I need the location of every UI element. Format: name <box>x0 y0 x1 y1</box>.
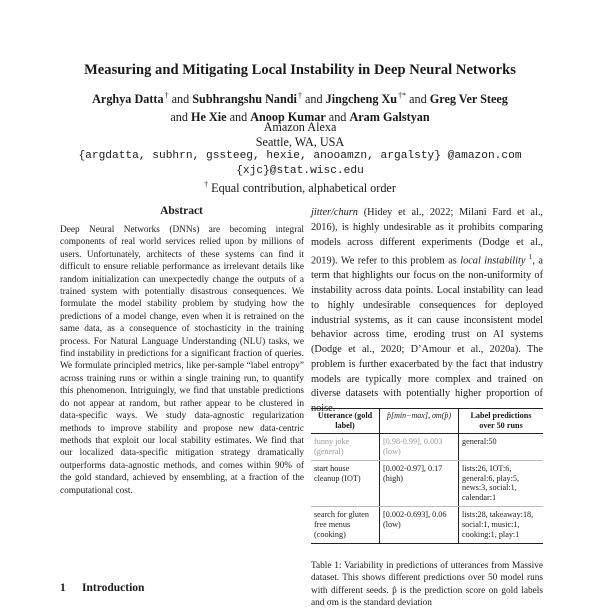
author-name: Greg Ver Steeg <box>429 92 508 106</box>
section-heading <box>60 582 144 594</box>
author-name: Aram Galstyan <box>349 109 430 124</box>
footnote-text: Equal contribution, alphabetical order <box>211 181 396 195</box>
intro-paragraph <box>311 206 543 417</box>
abstract-heading: Abstract <box>160 205 203 217</box>
intro-text-2: , a term that highlights our focus on the non-uniformity of instability across data points. Local instability can lead to highly undesirable consequences for deployed industrial systems, as it can cause inconsistent model behavior across time, eroding trust on AI systems (Dodge et al., 2020; D’Amour et al., 2020a). The problem is further exacerbated by the fact that industry models are typically more complex and trained on diverse datasets with potentially higher proportion of noise. <box>311 255 543 415</box>
header-prediction-score: p̂[min−max], σm(p̂) <box>380 409 459 434</box>
author-email-secondary: {xjc}@stat.wisc.edu <box>236 164 364 177</box>
author-separator: and <box>301 92 326 106</box>
abstract-text: Deep Neural Networks (DNNs) are becoming integral components of real world services relied upon by millions of users. Unfortunately, architects of these systems can find it difficult to ensure reliable performance as irrelevant details like random initialization can unexpectedly change the outputs of a trained system with potentially disastrous consequences. We formulate the model stability problem by studying how the predictions of a model change, even when it is retrained on the same data, as a consequence of stochasticity in the training process. For Natural Language Understanding (NLU) tasks, we find instability in predictions for a significant fraction of queries. We formulate principled metrics, like per-sample “label entropy” across training runs or within a single training run, to quantify this phenomenon. Intriguingly, we find that unstable predictions do not appear at random, but rather appear to be clustered in data-specific ways. We study data-agnostic regularization methods to improve stability and propose new data-centric methods that exploit our local stability estimates. We find that our localized data-specific mitigation strategy dramatically outperforms data-agnostic methods, and comes within 90% of the gold standard, achieved by ensembling, at a fraction of the computational cost. <box>60 225 304 496</box>
author-name: Jingcheng Xu <box>325 92 398 106</box>
table-cell-utterance: start house cleanup (IOT) <box>311 460 380 507</box>
table-cell-labels: general:50 <box>459 433 544 460</box>
affiliation-block <box>0 120 600 196</box>
table-header-row <box>311 409 543 434</box>
author-separator: and <box>406 92 430 106</box>
author-separator: and <box>226 109 251 124</box>
author-mark: † <box>297 91 302 100</box>
section-title: Introduction <box>82 582 145 594</box>
author-name: Arghya Datta <box>92 92 164 106</box>
footnote-mark: † <box>204 180 209 189</box>
equal-contribution-note <box>0 178 600 196</box>
affiliation-org: Amazon Alexa <box>263 120 337 134</box>
table-caption: Table 1: Variability in predictions of utterances from Massive dataset. This shows different predictions over 50 model runs with different seeds. p̂ is the prediction score on gold labels and σm is the standard deviation <box>311 561 543 609</box>
author-name: Anoop Kumar <box>250 109 326 124</box>
intro-term-jitter: jitter/churn <box>311 207 358 218</box>
header-utterance: Utterance (gold label) <box>311 409 380 434</box>
intro-term-local-instability: local instability <box>460 255 526 267</box>
author-separator: and <box>168 92 193 106</box>
author-mark: † <box>164 91 169 100</box>
author-name: Subhrangshu Nandi <box>192 92 297 106</box>
author-line-1 <box>0 87 600 109</box>
author-separator: and <box>325 109 350 124</box>
table-row <box>311 460 543 507</box>
header-label-predictions: Label predictions over 50 runs <box>459 409 544 434</box>
author-mark: †* <box>398 91 407 100</box>
section-number: 1 <box>60 582 66 594</box>
author-name: He Xie <box>190 109 227 124</box>
table-cell-phat: [0.002-0.693], 0.06 (low) <box>380 507 459 544</box>
table-row <box>311 507 543 544</box>
table-cell-labels: lists:28, takeaway:18, social:1, music:1, cooking:1, play:1 <box>459 507 544 544</box>
author-emails: {argdatta, subhrn, gssteeg, hexie, anooamzn, argalsty} @amazon.com <box>78 150 522 162</box>
table-cell-utterance: search for gluten free menus (cooking) <box>311 507 380 544</box>
table-cell-labels: lists:26, IOT:6, general:6, play:5, news:3, social:1, calendar:1 <box>459 460 544 507</box>
table-cell-phat: [0.98-0.99], 0.003 (low) <box>380 433 459 460</box>
variability-table <box>311 408 543 544</box>
affiliation-city: Seattle, WA, USA <box>255 134 345 149</box>
table-cell-phat: [0.002-0.97], 0.17 (high) <box>380 460 459 507</box>
footnote-ref: 1 <box>528 253 533 262</box>
intro-text-1: (Hidey et al., 2022; Milani Fard et al., 2016), is highly undesirable as it prohibits comparing models across different experiments (Dodge et al., 2019). We refer to this problem as <box>311 207 543 267</box>
paper-title: Measuring and Mitigating Local Instability in Deep Neural Networks <box>84 62 516 78</box>
author-separator: and <box>170 109 191 124</box>
table-cell-utterance: funny joke (general) <box>311 433 380 460</box>
table-row <box>311 433 543 460</box>
